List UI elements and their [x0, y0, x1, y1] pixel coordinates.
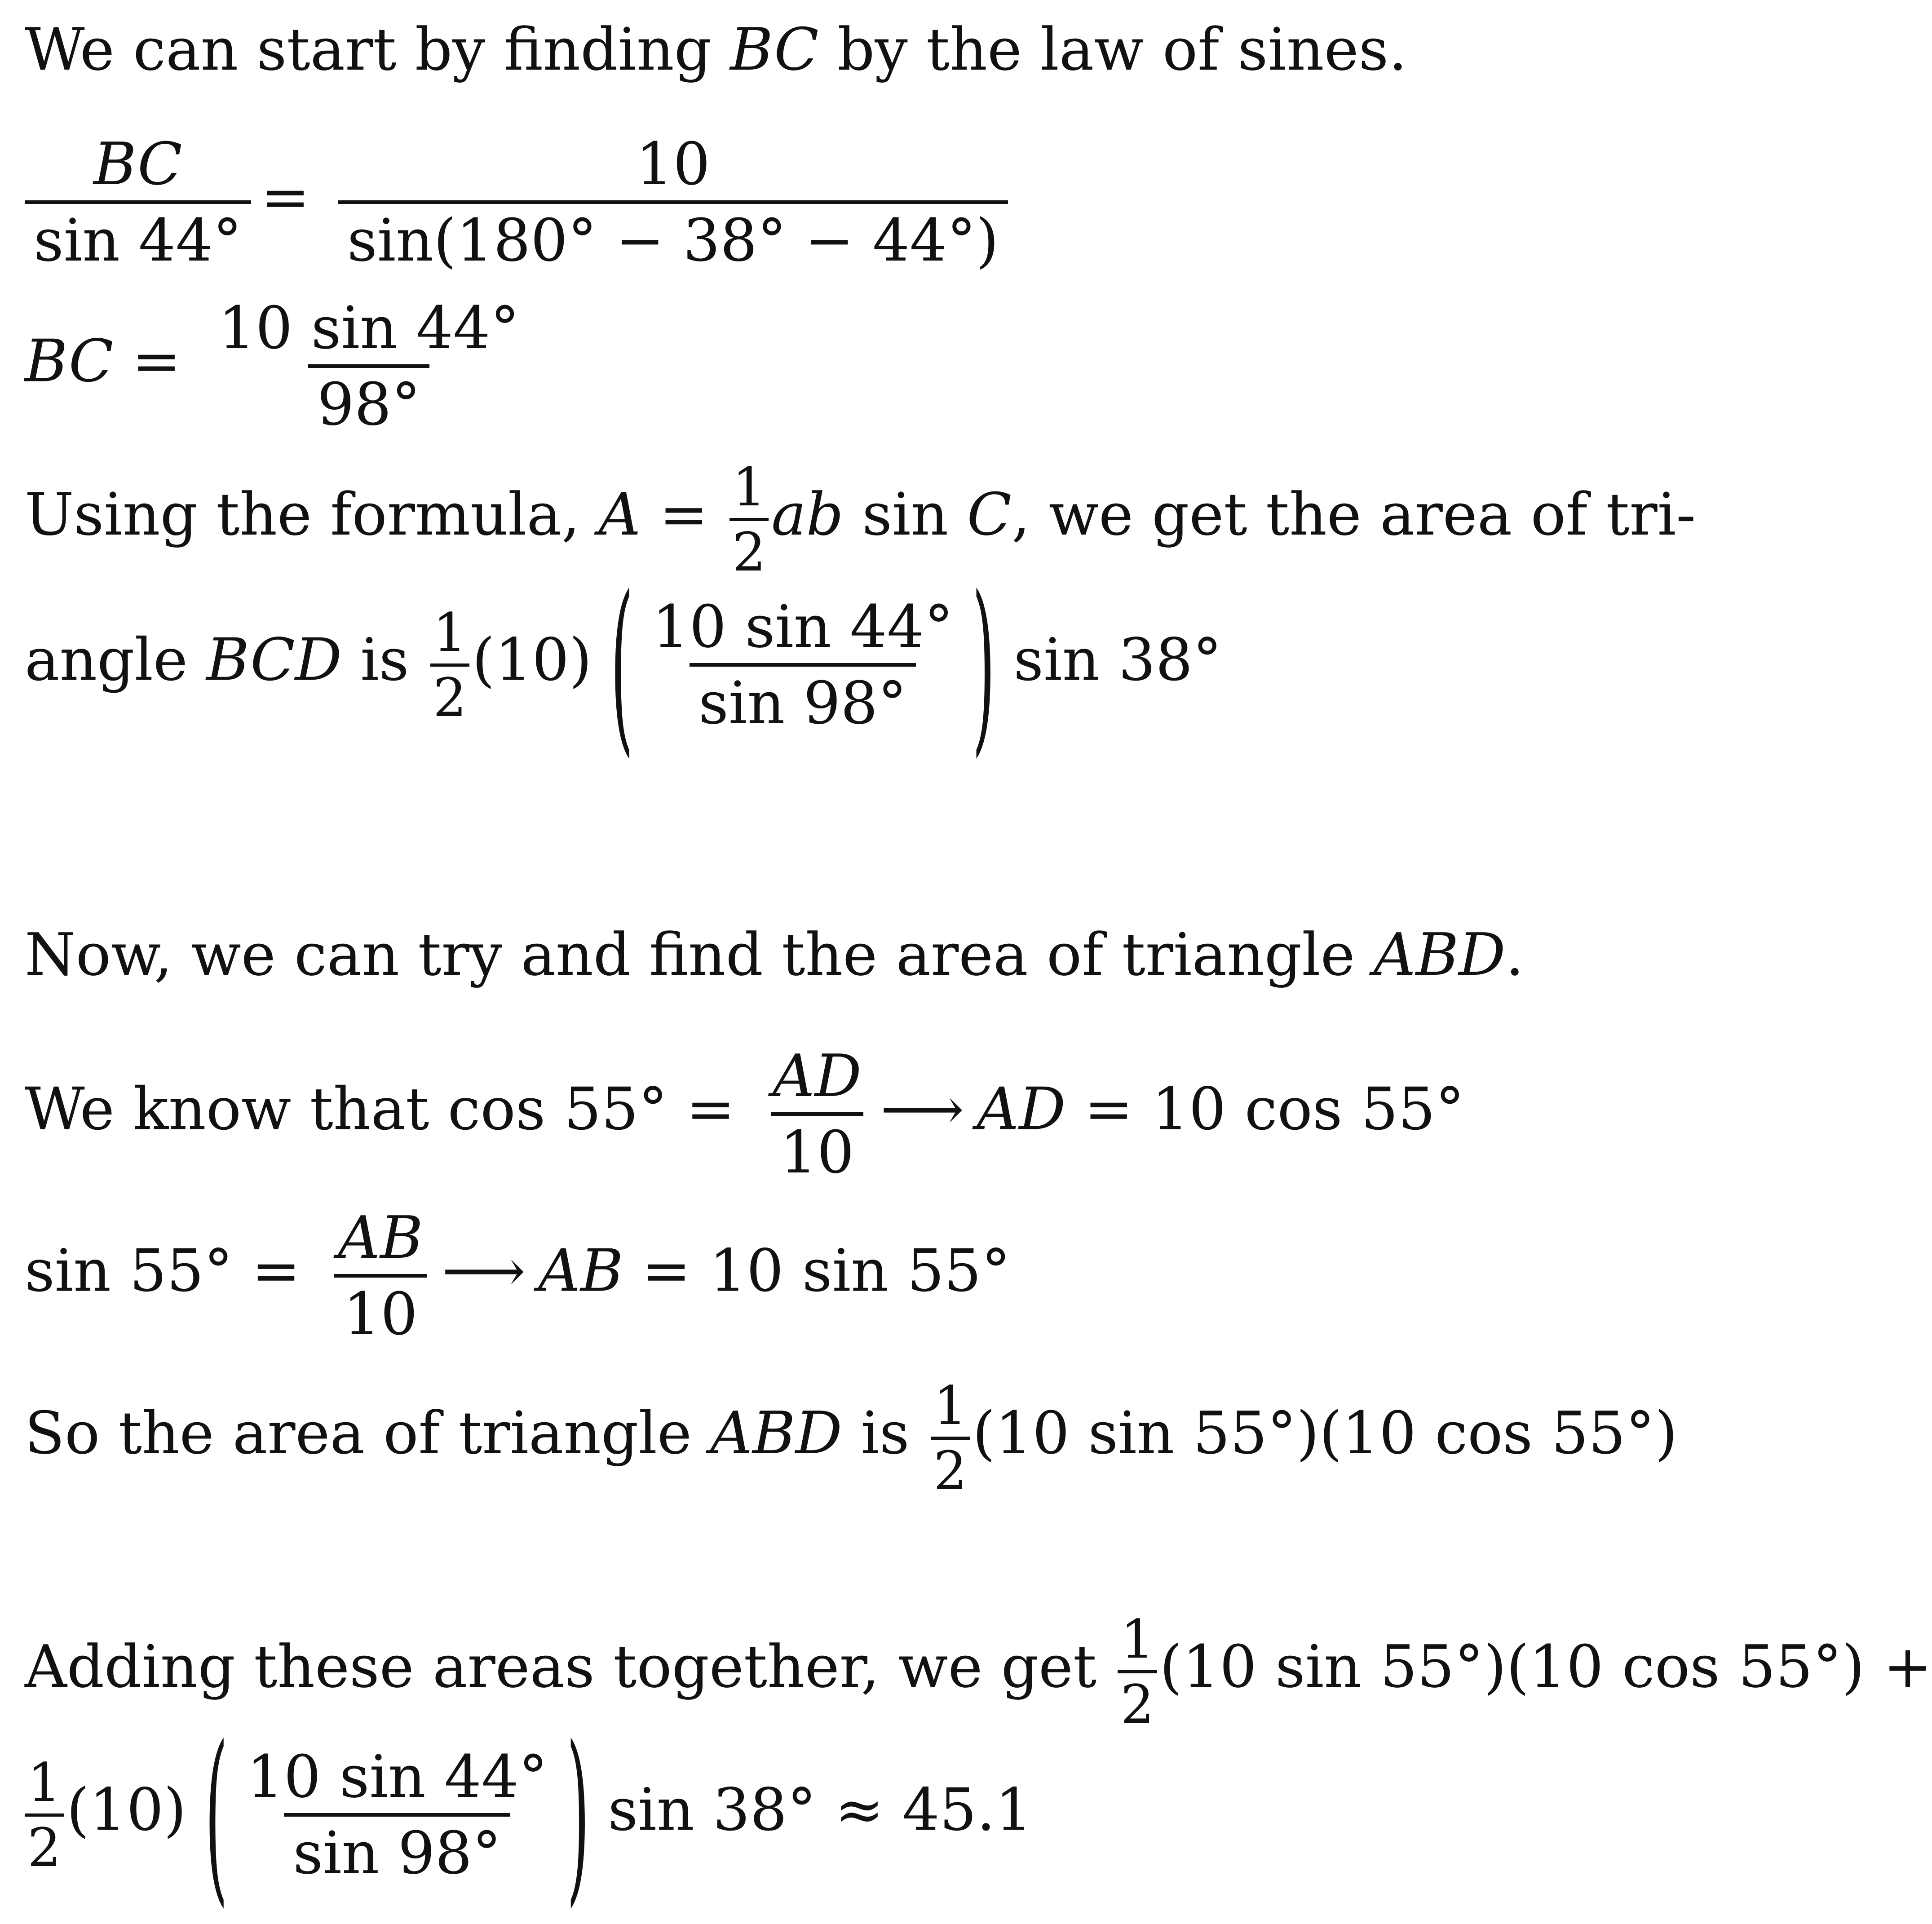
- equals: =: [132, 327, 181, 395]
- line-sin-ab: [25, 1203, 1011, 1348]
- text: = 10 cos 55°: [1065, 1075, 1465, 1143]
- fraction: [1118, 1608, 1157, 1735]
- math-var: C: [967, 480, 1012, 548]
- arrow: ⟶: [442, 1236, 526, 1305]
- text: We know that cos 55° =: [25, 1075, 735, 1143]
- numerator: 1: [933, 1375, 967, 1437]
- denominator: sin(180° − 38° − 44°): [338, 200, 1008, 270]
- denominator: 2: [430, 663, 469, 724]
- line-area-bcd: [25, 555, 1222, 774]
- text: We can start by finding: [25, 15, 730, 84]
- left-paren: (: [610, 555, 633, 774]
- math-var: BC: [730, 15, 819, 84]
- text: by the law of sines.: [818, 15, 1407, 84]
- left-paren: (: [205, 1705, 228, 1924]
- numerator: BC: [93, 130, 182, 198]
- numerator: 1: [27, 1751, 62, 1813]
- fraction: [25, 1751, 64, 1879]
- fraction: [729, 456, 769, 583]
- numerator: 10: [636, 130, 711, 198]
- text: Now, we can try and find the area of triangle: [25, 920, 1374, 989]
- fraction: [643, 593, 963, 737]
- numerator: AD: [772, 1042, 862, 1110]
- equals: =: [261, 163, 310, 231]
- denominator: 98°: [308, 364, 429, 433]
- line-law-of-sines-intro: [25, 15, 1407, 84]
- text: Adding these areas together, we get: [25, 1632, 1115, 1701]
- text: = 10 sin 55°: [623, 1236, 1011, 1305]
- numerator: 1: [433, 601, 467, 663]
- denominator: sin 98°: [284, 1813, 510, 1882]
- math-var: BCD: [206, 625, 342, 694]
- text: .: [1505, 920, 1524, 989]
- line-final-result: [25, 1705, 1033, 1924]
- line-area-formula: [25, 456, 1696, 583]
- numerator: AB: [338, 1203, 423, 1272]
- right-paren: ): [566, 1705, 590, 1924]
- math-var: ABD: [1373, 920, 1506, 989]
- fraction: [238, 1743, 557, 1887]
- math-var: ab: [771, 480, 844, 548]
- denominator: 2: [1118, 1670, 1157, 1731]
- line-adding-areas: [25, 1608, 1932, 1735]
- equals: =: [659, 480, 708, 548]
- numerator: 10 sin 44°: [218, 294, 520, 362]
- text: sin 38° ≈ 45.1: [589, 1775, 1033, 1844]
- text: (10): [66, 1775, 186, 1844]
- math-var: AB: [538, 1236, 623, 1305]
- right-paren: ): [972, 555, 995, 774]
- math-var: ABD: [710, 1399, 842, 1467]
- text: , we get the area of tri-: [1012, 480, 1696, 548]
- denominator: 10: [334, 1274, 426, 1343]
- equation-law-of-sines: [25, 130, 1018, 274]
- fraction: [329, 1203, 432, 1348]
- text: is: [842, 1399, 928, 1467]
- text: So the area of triangle: [25, 1399, 711, 1467]
- line-triangle-abd-intro: [25, 920, 1524, 989]
- fraction: [931, 1375, 970, 1502]
- fraction: [338, 130, 1008, 274]
- text: (10 sin 55°)(10 cos 55°): [972, 1399, 1678, 1467]
- text: sin: [843, 480, 967, 548]
- denominator: 10: [771, 1112, 863, 1181]
- denominator: 2: [729, 518, 769, 579]
- text: is: [341, 625, 428, 694]
- text: sin 55° =: [25, 1236, 301, 1305]
- equation-bc: [25, 294, 539, 438]
- text: Using the formula,: [25, 480, 599, 548]
- math-var: A: [598, 480, 641, 548]
- denominator: sin 44°: [25, 200, 251, 270]
- math-var: AD: [977, 1075, 1066, 1143]
- fraction: [25, 130, 251, 274]
- text: (10 sin 55°)(10 cos 55°) +: [1159, 1632, 1932, 1701]
- text: sin 38°: [995, 625, 1222, 694]
- numerator: 1: [1120, 1608, 1154, 1670]
- numerator: 10 sin 44°: [246, 1743, 548, 1811]
- text: (10): [472, 625, 592, 694]
- fraction: [764, 1042, 871, 1186]
- line-cos-ad: [25, 1042, 1465, 1186]
- denominator: 2: [931, 1437, 970, 1497]
- line-area-abd: [25, 1375, 1678, 1502]
- fraction: [430, 601, 469, 729]
- arrow: ⟶: [880, 1075, 964, 1143]
- denominator: 2: [25, 1813, 64, 1874]
- fraction: [209, 294, 529, 438]
- text: angle: [25, 625, 207, 694]
- numerator: 1: [732, 456, 766, 518]
- numerator: 10 sin 44°: [652, 593, 954, 661]
- math-var: BC: [25, 327, 114, 395]
- denominator: sin 98°: [690, 663, 916, 732]
